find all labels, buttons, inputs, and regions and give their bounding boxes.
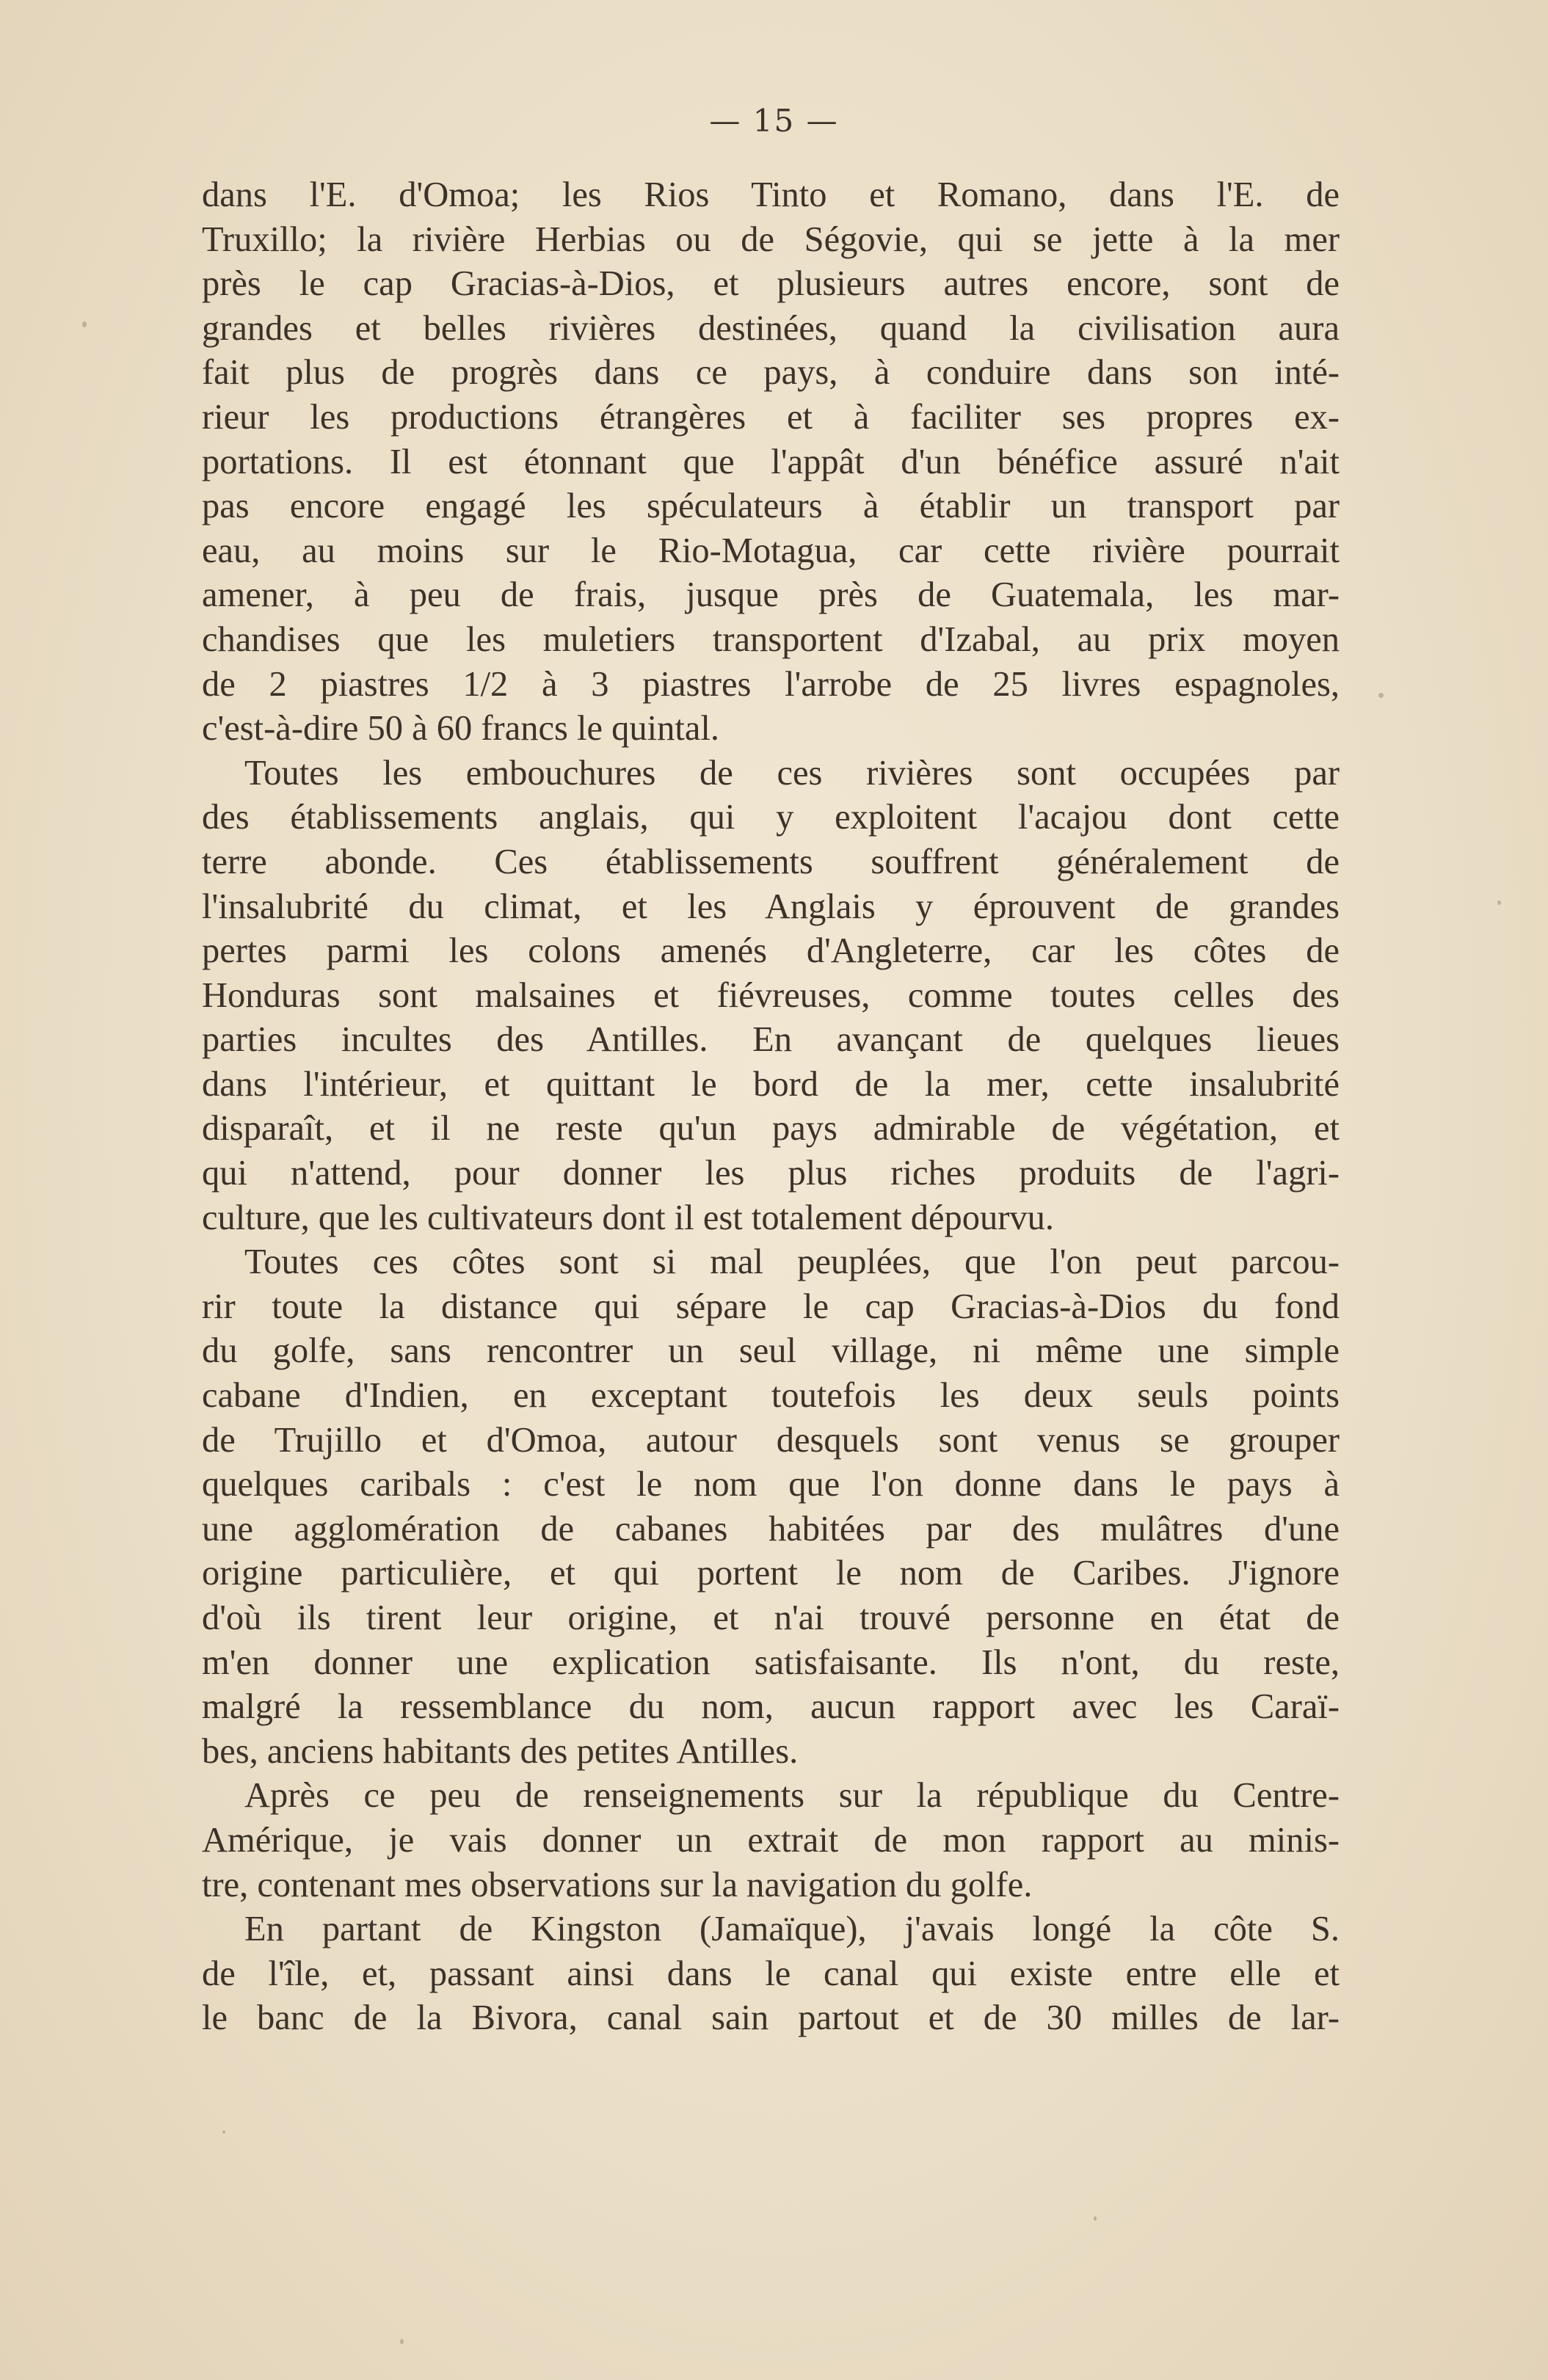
text-line: eau, au moins sur le Rio-Motagua, car cette rivière pourrait [202, 531, 1340, 570]
text-line: dans l'E. d'Omoa; les Rios Tinto et Romano, dans l'E. de [202, 175, 1340, 214]
text-line: chandises que les muletiers transportent d'Izabal, au prix moyen [202, 619, 1340, 659]
text-line: rir toute la distance qui sépare le cap Gracias-à-Dios du fond [202, 1287, 1340, 1326]
paragraph-1 [202, 173, 1340, 752]
text-line: bes, anciens habitants des petites Antilles. [202, 1731, 799, 1771]
text-line: Truxillo; la rivière Herbias ou de Ségovie, qui se jette à la mer [202, 219, 1340, 259]
paragraph-2 [202, 752, 1340, 1241]
paragraph-4 [202, 1774, 1340, 1907]
text-line: qui n'attend, pour donner les plus riches produits de l'agri- [202, 1154, 1340, 1193]
text-line: du golfe, sans rencontrer un seul village, ni même une simple [202, 1331, 1340, 1371]
text-line: terre abonde. Ces établissements souffrent généralement de [202, 842, 1340, 881]
text-line: de l'île, et, passant ainsi dans le canal qui existe entre elle et [202, 1954, 1340, 1993]
page-number: — 15 — [709, 103, 839, 139]
text-line: de Trujillo et d'Omoa, autour desquels sont venus se grouper [202, 1420, 1340, 1460]
text-line: origine particulière, et qui portent le nom de Caribes. J'ignore [202, 1554, 1340, 1593]
text-line: parties incultes des Antilles. En avançant de quelques lieues [202, 1020, 1340, 1060]
paper-speck [222, 2130, 225, 2133]
text-line: culture, que les cultivateurs dont il est totalement dépourvu. [202, 1198, 1054, 1237]
text-line: des établissements anglais, qui y exploitent l'acajou dont cette [202, 798, 1340, 837]
paper-speck [1094, 2216, 1097, 2221]
text-line: pertes parmi les colons amenés d'Angleterre, car les côtes de [202, 931, 1340, 971]
text-line: une agglomération de cabanes habitées par des mulâtres d'une [202, 1509, 1340, 1549]
text-line: quelques caribals : c'est le nom que l'on donne dans le pays à [202, 1465, 1340, 1504]
text-line: tre, contenant mes observations sur la navigation du golfe. [202, 1865, 1033, 1904]
text-line: En partant de Kingston (Jamaïque), j'avais longé la côte S. [244, 1910, 1340, 1949]
text-line: disparaît, et il ne reste qu'un pays admirable de végétation, et [202, 1109, 1340, 1149]
text-line: c'est-à-dire 50 à 60 francs le quintal. [202, 709, 719, 749]
text-line: rieur les productions étrangères et à faciliter ses propres ex- [202, 397, 1340, 437]
text-line: Après ce peu de renseignements sur la république du Centre- [244, 1776, 1340, 1816]
text-line: cabane d'Indien, en exceptant toutefois les deux seuls points [202, 1376, 1340, 1416]
text-line: pas encore engagé les spéculateurs à établir un transport par [202, 487, 1340, 526]
paper-speck [1378, 693, 1384, 698]
text-line: malgré la ressemblance du nom, aucun rapport avec les Caraï- [202, 1687, 1340, 1727]
text-line: amener, à peu de frais, jusque près de Guatemala, les mar- [202, 575, 1340, 615]
text-line: l'insalubrité du climat, et les Anglais y éprouvent de grandes [202, 887, 1340, 926]
paper-speck [82, 321, 87, 327]
paper-speck [1497, 900, 1501, 905]
text-line: le banc de la Bivora, canal sain partout et de 30 milles de lar- [202, 1998, 1340, 2038]
text-line: Honduras sont malsaines et fiévreuses, comme toutes celles des [202, 975, 1340, 1015]
text-line: d'où ils tirent leur origine, et n'ai trouvé personne en état de [202, 1598, 1340, 1637]
text-line: Amérique, je vais donner un extrait de mon rapport au minis- [202, 1820, 1340, 1860]
body-text [202, 173, 1340, 2041]
paragraph-5 [202, 1907, 1340, 2041]
paper-speck [400, 2339, 404, 2344]
text-line: Toutes les embouchures de ces rivières sont occupées par [244, 753, 1340, 793]
text-line: dans l'intérieur, et quittant le bord de la mer, cette insalubrité [202, 1064, 1340, 1104]
paragraph-3 [202, 1240, 1340, 1774]
text-line: m'en donner une explication satisfaisante. Ils n'ont, du reste, [202, 1642, 1340, 1682]
text-line: Toutes ces côtes sont si mal peuplées, que l'on peut parcou- [244, 1242, 1340, 1282]
text-line: près le cap Gracias-à-Dios, et plusieurs autres encore, sont de [202, 264, 1340, 304]
text-line: grandes et belles rivières destinées, quand la civilisation aura [202, 308, 1340, 348]
text-line: fait plus de progrès dans ce pays, à conduire dans son inté- [202, 353, 1340, 393]
text-line: portations. Il est étonnant que l'appât d'un bénéfice assuré n'ait [202, 442, 1340, 481]
text-line: de 2 piastres 1/2 à 3 piastres l'arrobe de 25 livres espagnoles, [202, 664, 1340, 704]
